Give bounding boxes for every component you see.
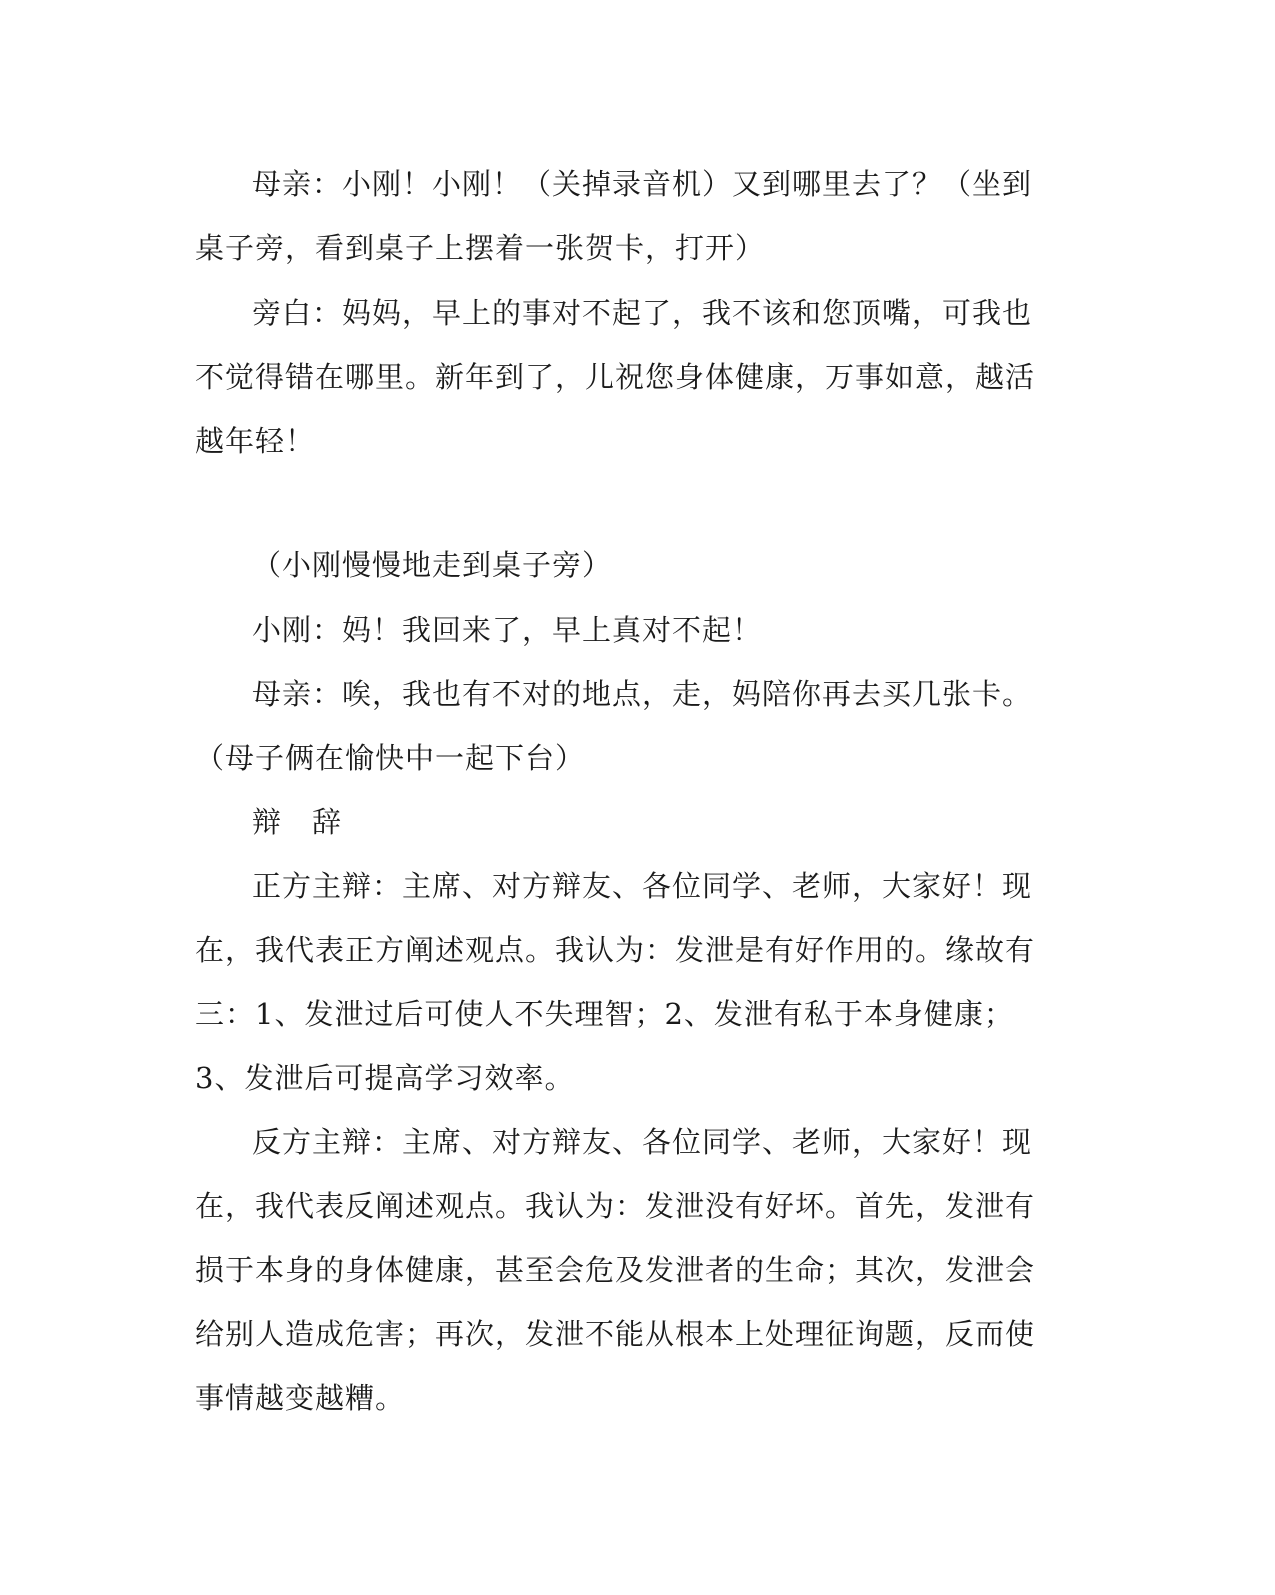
paragraph-negative: 反方主辩：主席、对方辩友、各位同学、老师，大家好！现在，我代表反阐述观点。我认为：发泄没有好坏。首先，发泄有损于本身的身体健康，甚至会危及发泄者的生命；其次，发泄会给别人造成危害；再次，发泄不能从根本上处理征询题，反而使事情越变越糟。 (195, 1125, 1036, 1415)
paragraph-xiaogang: 小刚：妈！我回来了，早上真对不起！ (252, 613, 763, 647)
section-heading-debate: 辩 辞 (252, 805, 343, 839)
paragraph-narration: 旁白：妈妈，早上的事对不起了，我不该和您顶嘴，可我也不觉得错在哪里。新年到了，儿祝您身体健康，万事如意，越活越年轻！ (195, 296, 1036, 458)
paragraph-affirmative: 正方主辩：主席、对方辩友、各位同学、老师，大家好！现在，我代表正方阐述观点。我认为：发泄是有好作用的。缘故有三：1、发泄过后可使人不失理智；2、发泄有私于本身健康；3、发泄后可提高学习效率。 (195, 869, 1036, 1095)
paragraph-mother-2: 母亲：唉，我也有不对的地点，走，妈陪你再去买几张卡。（母子俩在愉快中一起下台） (195, 677, 1033, 775)
paragraph-stage-direction: （小刚慢慢地走到桌子旁） (252, 548, 613, 582)
paragraph-mother-1: 母亲：小刚！小刚！（关掉录音机）又到哪里去了？（坐到桌子旁，看到桌子上摆着一张贺卡，打开） (195, 167, 1033, 265)
